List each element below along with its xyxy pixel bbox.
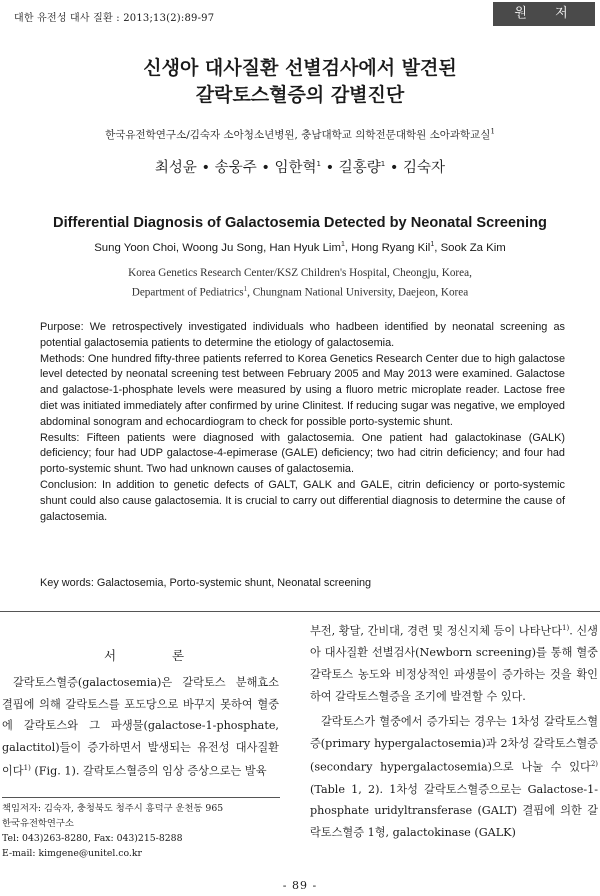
article-type-badge: 원 저 <box>493 2 595 26</box>
footnote-rule <box>2 797 280 798</box>
english-authors: Sung Yoon Choi, Woong Ju Song, Han Hyuk Lim$^1$, Hong Ryang Kil$^1$, Sook Za Kim <box>94 241 506 254</box>
introduction-heading: 서 론 <box>103 648 211 663</box>
page-number: - 89 - <box>282 879 318 892</box>
abstract-conclusion: Conclusion: In addition to genetic defects of GALT, GALK and GALE, citrin deficiency or porto-systemic shunt could also cause galactosemia. It is crucial to carry out differential diagnosis to determine the cause of galactosemia. <box>40 478 565 523</box>
corresponding-author-footnote: 책임저자: 김숙자, 충청북도 청주시 흥덕구 운천동 965 한국유전학연구소 Tel: 043)263-8280, Fax: 043)215-8288 E-mail: kimgene@unitel.co.kr <box>2 803 224 859</box>
korean-title-line-2: 갈락토스혈증의 감별진단 <box>195 84 405 106</box>
journal-header: 대한 유전성 대사 질환 : 2013;13(2):89-97 <box>14 13 215 24</box>
section-divider <box>0 611 600 612</box>
korean-authors: 최성윤 • 송웅주 • 임한혁$^1$ • 길홍량$^1$ • 김숙자 <box>154 160 446 176</box>
english-title: Differential Diagnosis of Galactosemia Detected by Neonatal Screening <box>53 215 547 231</box>
abstract-results: Results: Fifteen patients were diagnosed with galactosemia. One patient had galactokinase (GALK) deficiency; four had UDP galactose-4-epimerase (GALE) deficiency; two had citrin deficiency; and four had porto-systemic shunt. Two had unknown causes of galactosemia. <box>40 431 565 476</box>
introduction-left-column: 갈락토스혈증(galactosemia)은 갈락토스 분해효소 결핍에 의해 갈락토스를 포도당으로 바꾸지 못하여 혈중에 갈락토스와 그 파생물(galactose-1-phosphate, galactitol)들이 증가하면서 발생되는 유전성 대사질환이다$^{1)}$ (Fig. 1). 갈락토스혈증의 임상 증상으로는 발육 <box>2 676 279 779</box>
korean-affiliation: 한국유전학연구소/김숙자 소아청소년병원, 충남대학교 의학전문대학원 소아과학교실$^1$ <box>105 127 495 141</box>
english-affiliation-line-1: Korea Genetics Research Center/KSZ Children's Hospital, Cheongju, Korea, <box>128 267 472 279</box>
abstract <box>40 320 565 525</box>
introduction-right-column: 부전, 황달, 간비대, 경련 및 정신지체 등이 나타난다$^{1)}$. 신생아 대사질환 선별검사(Newborn screening)를 통해 혈중 갈락토스 농도와 비정상적인 파생물이 증가하는 것을 확인하여 갈락토스혈증을 조기에 발견할 수 있다. 갈락토스가 혈중에서 증가되는 경우는 1차성 갈락토스혈증(primary hypergalactosemia)과 2차성 갈락토스혈증(secondary hypergalactosemia)으로 나눌 수 있다$^{2)}$ (Table 1, 2). 1차성 갈락토스혈증으로는 Galactose-1-phosphate uridyltransferase (GALT) 결핍에 의한 갈락토스혈증 1형, galactokinase (GALK) <box>310 624 598 839</box>
abstract-purpose: Purpose: We retrospectively investigated individuals who hadbeen identified by neonatal screening as potential galactosemia patients to determine the etiology of galactosemia. <box>40 321 565 349</box>
abstract-methods: Methods: One hundred fifty-three patients referred to Korea Genetics Research Center due to high galactose level detected by neonatal screening test between February 2005 and May 2013 were examined. Galactose and galactose-1-phosphate levels were measured by using a fluoro metric microplate reader. Lactose free diet was initiated immediately after confirmed by urine Clinitest. If reducing sugar was negative, we employed abdominal sonogram and echocardiogram to check for possible porto-systemic shunt. <box>40 352 565 428</box>
korean-title-line-1: 신생아 대사질환 선별검사에서 발견된 <box>143 57 457 79</box>
keywords: Key words: Galactosemia, Porto-systemic shunt, Neonatal screening <box>40 577 372 589</box>
english-affiliation-line-2: Department of Pediatrics$^1$, Chungnam National University, Daejeon, Korea <box>131 285 469 299</box>
